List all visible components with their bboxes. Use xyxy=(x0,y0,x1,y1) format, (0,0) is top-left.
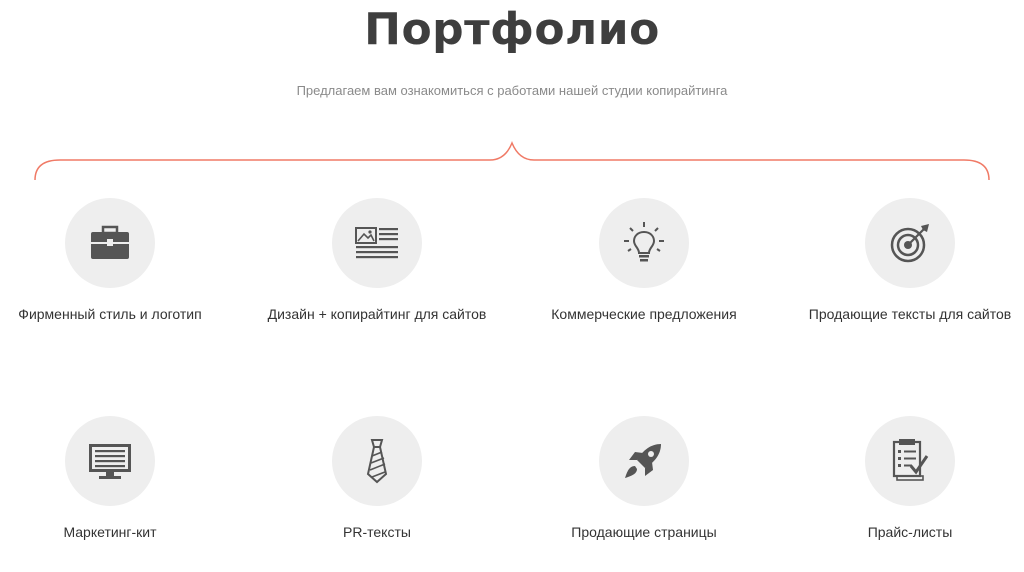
page-subtitle: Предлагаем вам ознакомиться с работами нашей студии копирайтинга xyxy=(296,83,728,98)
icon-circle xyxy=(865,198,955,288)
portfolio-item-label: Прайс-листы xyxy=(867,524,953,540)
portfolio-item-landing-pages[interactable] xyxy=(514,416,774,540)
icon-circle xyxy=(332,416,422,506)
portfolio-item-label: Фирменный стиль и логотип xyxy=(18,306,202,322)
icon-circle xyxy=(65,198,155,288)
portfolio-item-marketing-kit[interactable] xyxy=(0,416,240,540)
portfolio-item-pr-texts[interactable] xyxy=(247,416,507,540)
portfolio-item-label: Маркетинг-кит xyxy=(63,524,157,540)
portfolio-item-label: PR-тексты xyxy=(343,524,411,540)
target-icon xyxy=(885,218,935,268)
checklist-icon xyxy=(885,436,935,486)
icon-circle xyxy=(65,416,155,506)
webpage-layout-icon xyxy=(352,218,402,268)
curly-brace-divider xyxy=(0,0,1024,200)
lightbulb-icon xyxy=(619,218,669,268)
portfolio-item-web-design[interactable] xyxy=(247,198,507,322)
portfolio-item-corporate-identity[interactable] xyxy=(0,198,240,322)
icon-circle xyxy=(599,416,689,506)
rocket-icon xyxy=(619,436,669,486)
icon-circle xyxy=(332,198,422,288)
icon-circle xyxy=(599,198,689,288)
portfolio-item-commercial-offers[interactable] xyxy=(514,198,774,322)
tie-icon xyxy=(352,436,402,486)
monitor-icon xyxy=(85,436,135,486)
portfolio-item-label: Продающие страницы xyxy=(571,524,717,540)
icon-circle xyxy=(865,416,955,506)
portfolio-item-price-lists[interactable] xyxy=(780,416,1024,540)
portfolio-item-label: Дизайн + копирайтинг для сайтов xyxy=(267,306,487,322)
portfolio-item-label: Продающие тексты для сайтов xyxy=(808,306,1012,322)
portfolio-item-selling-texts[interactable] xyxy=(780,198,1024,322)
briefcase-icon xyxy=(85,218,135,268)
page-title: Портфолио xyxy=(364,4,660,55)
portfolio-item-label: Коммерческие предложения xyxy=(551,306,737,322)
